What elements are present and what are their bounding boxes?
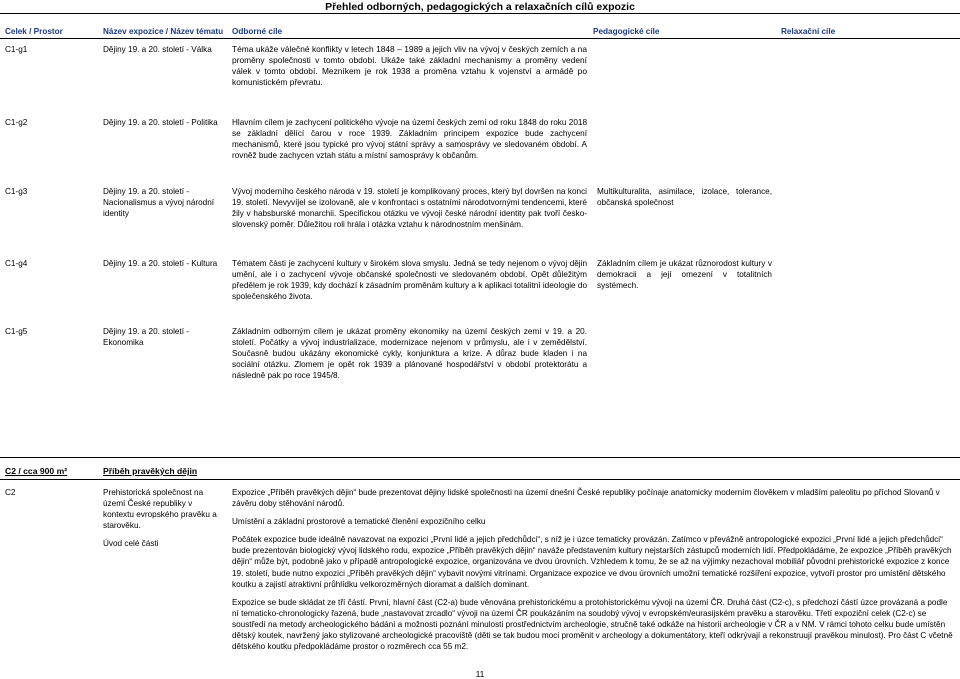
c2-text-block xyxy=(232,487,954,652)
row-2-odborne: Hlavním cílem je zachycení politického vývoje na území českých zemí od roku 1848 do roku 2018 se základní dělící čarou v roce 1939. Základním principem expozice bude zachycení mechanismů, které jsou typické pro vývoj státní správy a samosprávy ve sledovaném období. A rovněž bude zachycen vztah státu a místní samosprávy k občanům. xyxy=(232,118,587,161)
row-5-name: Dějiny 19. a 20. století - Ekonomika xyxy=(103,327,190,348)
header-relaxacni: Relaxační cíle xyxy=(781,27,836,36)
row-2-name: Dějiny 19. a 20. století - Politika xyxy=(103,118,218,127)
row-5-code: C1-g5 xyxy=(5,327,28,336)
header-top-rule xyxy=(0,13,960,14)
section2-code: C2 / cca 900 m² xyxy=(5,466,68,476)
row-2-code: C1-g2 xyxy=(5,118,28,127)
c2-name: Prehistorická společnost na území České republiky v kontextu evropského pravěku a starověku. xyxy=(103,488,217,531)
c2-subname: Úvod celé části xyxy=(103,539,159,549)
row-4-odborne: Tématem části je zachycení kultury v širokém slova smyslu. Jedná se tedy nejenom o vývoj dějin umění, ale i o zachycení vývoje občanské společnosti ve sledovaném období. Opět důležitým předělem je rok 1939, kdy dochází k zásadním proměnám kultury a k aplikaci totalitní ideologie do společenského života. xyxy=(232,259,587,302)
page-title: Přehled odborných, pedagogických a relaxačních cílů expozic xyxy=(325,1,635,13)
section2-name: Příběh pravěkých dějin xyxy=(103,466,198,476)
c2-code: C2 xyxy=(5,488,16,497)
header-bottom-rule xyxy=(0,38,960,39)
row-4-name: Dějiny 19. a 20. století - Kultura xyxy=(103,259,218,268)
section2-bottom-rule xyxy=(0,479,960,480)
row-3-code: C1-g3 xyxy=(5,187,28,196)
header-celek: Celek / Prostor xyxy=(5,27,63,36)
c2-paragraph-1: Expozice „Příběh pravěkých dějin“ bude prezentovat dějiny lidské společnosti na území dnešní České republiky počínaje anatomicky moderním člověkem v mladším paleolitu po příchod Slovanů v závěru doby stěhování národů. xyxy=(232,488,940,509)
header-nazev: Název expozice / Název tématu xyxy=(103,27,224,36)
header-odborne: Odborné cíle xyxy=(232,27,283,36)
section2-top-rule xyxy=(0,457,960,458)
row-4-pedagogicke: Základním cílem je ukázat různorodost kultury v demokracii a její omezení v totalitních systémech. xyxy=(597,259,772,291)
c2-paragraph-3: Počátek expozice bude ideálně navazovat na expozici „První lidé a jejich předchůdci“, s níž je i úzce tematicky provázán. Zatímco v převážně antropologické expozici „První lidé a jejich předchůdci“ bude prezentován biologický vývoj lidského rodu, expozice „Příběh pravěkých dějin“ naváže představením kultury nejstarších zástupců moderních lidí. Předpokládáme, že expozice „Příběh pravěkých dějin“ může být, podobně jako v případě antropologické expozice, organizována ve dvou úrovních. Vzhledem k tomu, že se až na výjimky nezachoval mobiliář původní prehistorické expozice z konce 19. století, bude nutno expozici „Příběh pravěkých dějin“ vybavit novými vitrínami. Organizace expozice ve dvou úrovních umožní tematické rozšíření expozice, vytvoří prostor pro umístění dětského koutku a zajistí atraktivní průhlídku velkorozměrných dioramat a dalších dominant. xyxy=(232,535,952,589)
row-1-code: C1-g1 xyxy=(5,45,28,54)
page-number: 11 xyxy=(475,669,485,679)
row-4-code: C1-g4 xyxy=(5,259,28,268)
row-1-name: Dějiny 19. a 20. století - Válka xyxy=(103,45,212,54)
row-5-odborne: Základním odborným cílem je ukázat proměny ekonomiky na území českých zemí v 19. a 20. století. Počátky a vývoj industrializace, modernizace nejenom v průmyslu, ale i v zemědělství. Současně budou ukázány ekonomické cykly, konjunktura a krize. A důraz bude kladen i na sociální otázku. Zlomem je opět rok 1939 a plánované hospodářství v období protektorátu a následně pak po roce 1945/8. xyxy=(232,327,587,381)
row-1-odborne: Téma ukáže válečné konflikty v letech 1848 – 1989 a jejich vliv na vývoj v českých zemích a na proměny společnosti v tomto období. Ukáže také základní mechanismy a proměny vedení válek v tomto období. Mezníkem je rok 1938 a proměna vztahu k vojenství a armádě po komunistickém převratu. xyxy=(232,44,587,87)
row-3-pedagogicke: Multikulturalita, asimilace, izolace, tolerance, občanská společnost xyxy=(597,187,772,208)
c2-paragraph-2: Umístění a základní prostorové a tematické členění expozičního celku xyxy=(232,517,486,527)
c2-name-block xyxy=(103,487,223,549)
row-3-odborne: Vývoj moderního českého národa v 19. století je komplikovaný proces, který byl dovršen na konci 19. století. Nevyvíjel se izolovaně, ale v konfrontaci s ostatními národotvornými tendencemi, které žily v habsburské monarchii. Specifickou otázku ve vývoji české národní identity pak tvoří česko-slovenský poměr. Důležitou roli hrála i otázka vztahu k národnostním menšinám. xyxy=(232,187,587,230)
header-pedagogicke: Pedagogické cíle xyxy=(593,27,660,36)
row-3-name: Dějiny 19. a 20. století - Nacionalismus a vývoj národní identity xyxy=(103,187,215,219)
c2-paragraph-4: Expozice se bude skládat ze tří částí. První, hlavní část (C2-a) bude věnována prehistorickému a protohistorickému vývoji na území ČR. Druhá část (C2-c), s předchozí částí úzce provázaná a podle ní tematicko-chronologicky řazená, bude „nastavovat zrcadlo“ vývoji na území ČR poukázáním na soudobý vývoj v evropském/eurasijském pravěku a starověku. Třetí expoziční celek (C2-c) se soustředí na metody archeologického bádání a možnosti poznání minulosti prostřednictvím archeologie, stručně také odkáže na historii archeologie v ČR a v NM. V rámci tohoto celku bude umístěn dětský koutek, navržený jako stylizované archeologické pracoviště (děti se tak budou moci proměnit v archeology a dokumentátory, kteří odkrývají a rekonstruují pravěkou minulost). Pro část C včetně dětského koutku předpokládáme prostor o rozměrech cca 55 m2. xyxy=(232,597,953,652)
